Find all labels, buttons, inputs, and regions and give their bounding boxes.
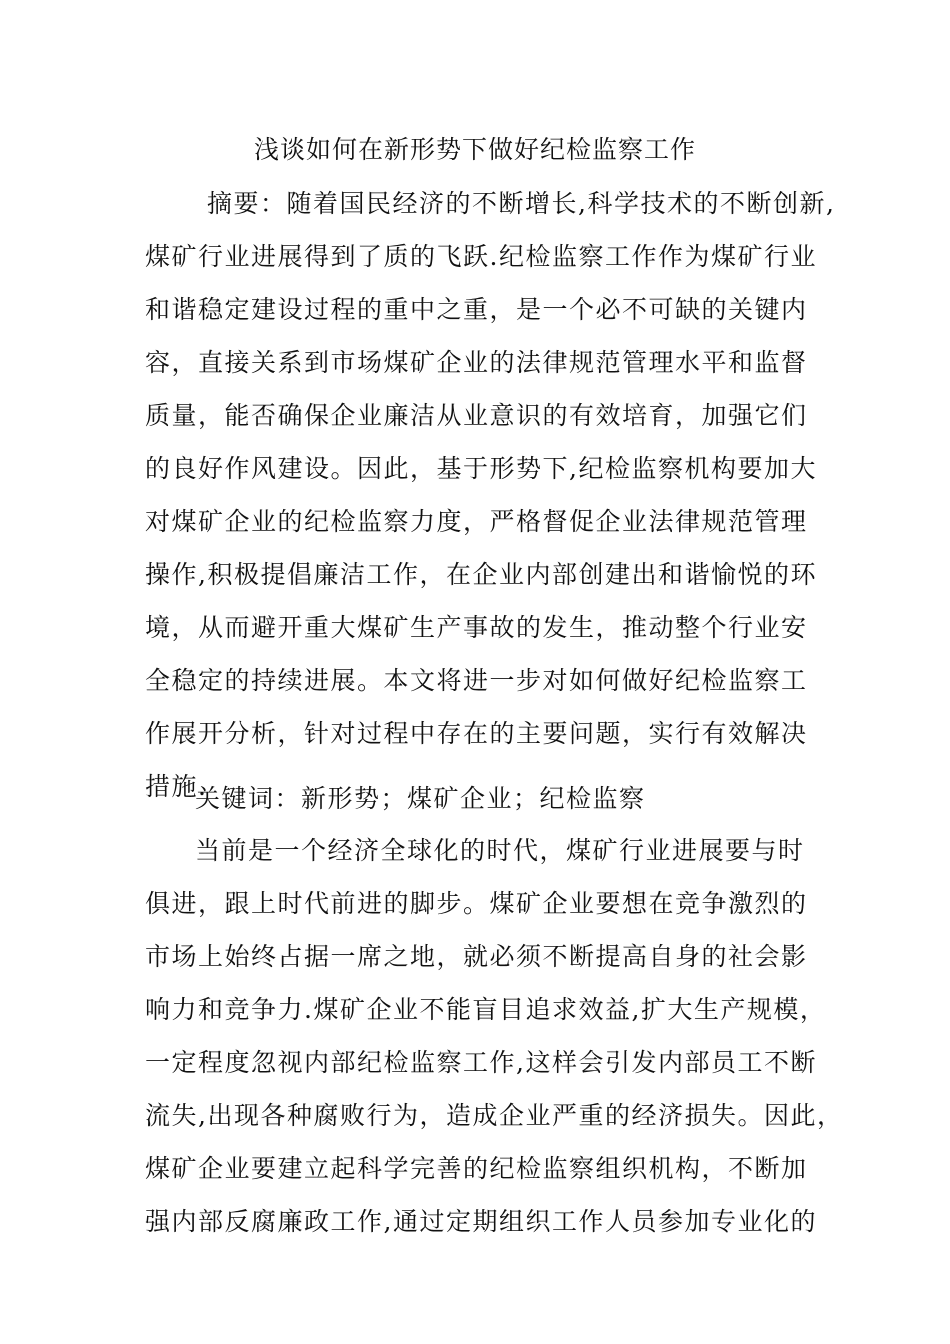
abstract-line: 摘要：随着国民经济的不断增长,科学技术的不断创新, bbox=[207, 189, 836, 218]
abstract-line: 作展开分析，针对过程中存在的主要问题，实行有效解决 bbox=[145, 719, 808, 748]
intro-line: 流失,出现各种腐败行为，造成企业严重的经济损失。因此， bbox=[145, 1101, 844, 1130]
intro-line: 一定程度忽视内部纪检监察工作,这样会引发内部员工不断 bbox=[145, 1048, 817, 1077]
abstract-line: 和谐稳定建设过程的重中之重，是一个必不可缺的关键内 bbox=[145, 295, 808, 324]
abstract-line: 容，直接关系到市场煤矿企业的法律规范管理水平和监督 bbox=[145, 348, 808, 377]
abstract-line: 的良好作风建设。因此，基于形势下,纪检监察机构要加大 bbox=[145, 454, 817, 483]
abstract-line: 质量，能否确保企业廉洁从业意识的有效培育，加强它们 bbox=[145, 401, 808, 430]
abstract-line: 措施. bbox=[145, 772, 208, 801]
abstract-line: 操作,积极提倡廉洁工作，在企业内部创建出和谐愉悦的环 bbox=[145, 560, 817, 589]
abstract-line: 境，从而避开重大煤矿生产事故的发生，推动整个行业安 bbox=[145, 613, 808, 642]
intro-line: 煤矿企业要建立起科学完善的纪检监察组织机构，不断加 bbox=[145, 1154, 808, 1183]
document-title: 浅谈如何在新形势下做好纪检监察工作 bbox=[253, 135, 696, 164]
intro-line: 当前是一个经济全球化的时代，煤矿行业进展要与时 bbox=[195, 836, 805, 865]
intro-line: 响力和竞争力.煤矿企业不能盲目追求效益,扩大生产规模， bbox=[145, 995, 827, 1024]
abstract-line: 煤矿行业进展得到了质的飞跃.纪检监察工作作为煤矿行业 bbox=[145, 242, 817, 271]
intro-line: 俱进，跟上时代前进的脚步。煤矿企业要想在竞争激烈的 bbox=[145, 889, 808, 918]
intro-paragraph bbox=[145, 824, 844, 1248]
abstract-paragraph bbox=[145, 177, 836, 813]
intro-line: 强内部反腐廉政工作,通过定期组织工作人员参加专业化的 bbox=[145, 1207, 817, 1236]
intro-line: 市场上始终占据一席之地，就必须不断提高自身的社会影 bbox=[145, 942, 808, 971]
keywords-paragraph bbox=[145, 772, 815, 825]
keywords-line: 关键词：新形势；煤矿企业；纪检监察 bbox=[195, 784, 646, 813]
abstract-line: 对煤矿企业的纪检监察力度，严格督促企业法律规范管理 bbox=[145, 507, 808, 536]
abstract-line: 全稳定的持续进展。本文将进一步对如何做好纪检监察工 bbox=[145, 666, 808, 695]
